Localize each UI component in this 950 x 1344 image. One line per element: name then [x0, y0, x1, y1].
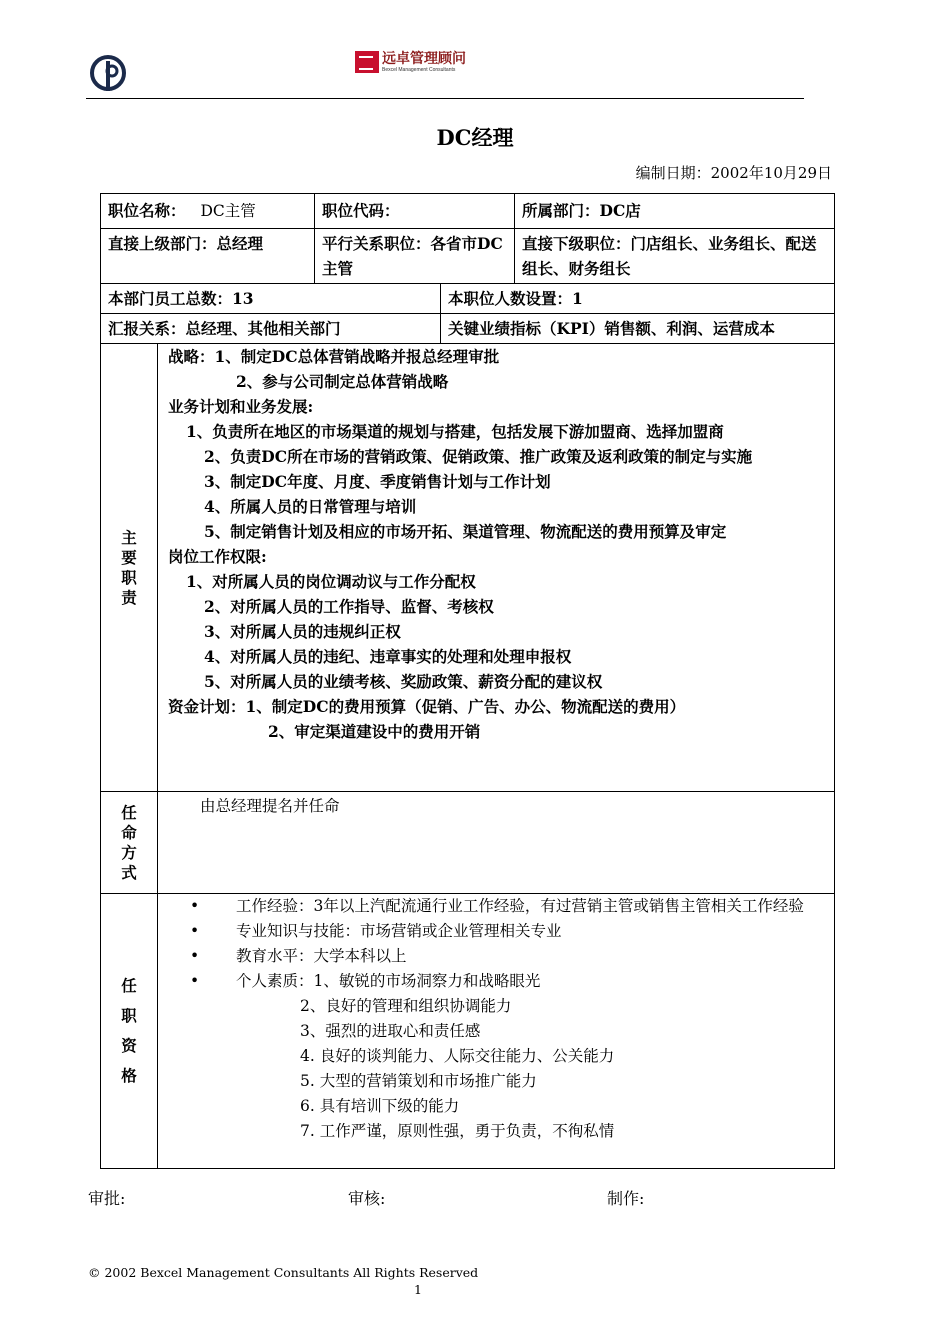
- superior-dept: 直接上级部门：总经理: [101, 229, 315, 284]
- page-number: 1: [414, 1282, 422, 1297]
- qualification-label: 任 职 资 格: [101, 894, 158, 1169]
- position-name-value: DC主管: [200, 202, 256, 220]
- qualification-content: [158, 894, 835, 1169]
- brand-name-en: Bexcel Management Consultants: [382, 66, 456, 73]
- duty-line: 战略：1、制定DC总体营销战略并报总经理审批: [168, 347, 500, 366]
- make-label: 制作:: [607, 1189, 645, 1208]
- position-name-label: 职位名称：: [108, 201, 186, 220]
- department-value: DC店: [599, 201, 641, 220]
- duty-line: 业务计划和业务发展:: [168, 397, 314, 416]
- duty-line: 1、对所属人员的岗位调动议与工作分配权: [186, 572, 476, 591]
- qualification-bullet: • 工作经验：3年以上汽配流通行业工作经验，有过营销主管或销售主管相关工作经验: [190, 897, 804, 915]
- duty-line: 5、制定销售计划及相应的市场开拓、渠道管理、物流配送的费用预算及审定: [204, 522, 727, 541]
- position-count: 本职位人数设置：1: [441, 284, 835, 314]
- duty-line: 资金计划：1、制定DC的费用预算（促销、广告、办公、物流配送的费用）: [168, 697, 686, 716]
- compile-date: 编制日期：2002年10月29日: [635, 164, 832, 182]
- brand-book-icon: [355, 51, 379, 73]
- duty-line: 2、负责DC所在市场的营销政策、促销政策、推广政策及返利政策的制定与实施: [204, 447, 753, 466]
- duties-label: 主 要 职 责: [101, 344, 158, 792]
- staff-count: 本部门员工总数：13: [101, 284, 441, 314]
- brand-logo: [355, 50, 466, 74]
- qualification-trait: 7. 工作严谨，原则性强，勇于负责，不徇私情: [300, 1122, 615, 1140]
- department-label: 所属部门：: [522, 201, 600, 220]
- header-divider: [86, 98, 804, 99]
- duty-line: 3、对所属人员的违规纠正权: [204, 622, 401, 641]
- duty-line: 2、对所属人员的工作指导、监督、考核权: [204, 597, 494, 616]
- qualification-bullet: • 专业知识与技能：市场营销或企业管理相关专业: [190, 922, 562, 940]
- document-title: DC经理: [436, 125, 514, 150]
- qualification-bullet: • 教育水平：大学本科以上: [190, 947, 407, 965]
- department-cell: [515, 194, 835, 229]
- job-description-table: [100, 193, 835, 1169]
- qualification-trait: 5. 大型的营销策划和市场推广能力: [300, 1072, 537, 1090]
- brand-name-cn: 远卓管理顾问: [382, 50, 466, 67]
- duty-line: 2、审定渠道建设中的费用开销: [268, 722, 481, 741]
- duty-line: 1、负责所在地区的市场渠道的规划与搭建，包括发展下游加盟商、选择加盟商: [186, 422, 724, 441]
- duty-line: 2、参与公司制定总体营销战略: [236, 372, 449, 391]
- subordinate-positions: 直接下级职位：门店组长、业务组长、配送组长、财务组长: [515, 229, 835, 284]
- review-label: 审核:: [348, 1189, 386, 1208]
- qualification-trait: 4. 良好的谈判能力、人际交往能力、公关能力: [300, 1047, 615, 1065]
- parallel-positions: 平行关系职位：各省市DC主管: [315, 229, 515, 284]
- copyright: © 2002 Bexcel Management Consultants All Rights Reserved: [88, 1265, 479, 1280]
- appointment-content: 由总经理提名并任命: [158, 792, 835, 894]
- appointment-label: 任 命 方 式: [101, 792, 158, 894]
- duty-line: 5、对所属人员的业绩考核、奖励政策、薪资分配的建议权: [204, 672, 603, 691]
- duty-line: 4、对所属人员的违纪、违章事实的处理和处理申报权: [204, 647, 572, 666]
- position-code-label: 职位代码：: [315, 194, 515, 229]
- qualification-bullet: • 个人素质：1、敏锐的市场洞察力和战略眼光: [190, 972, 541, 990]
- qualification-trait: 2、良好的管理和组织协调能力: [300, 997, 512, 1015]
- duty-line: 4、所属人员的日常管理与培训: [204, 497, 417, 516]
- duty-line: 3、制定DC年度、月度、季度销售计划与工作计划: [204, 472, 551, 491]
- report-relation: 汇报关系：总经理、其他相关部门: [101, 314, 441, 344]
- kpi: 关键业绩指标（KPI）销售额、利润、运营成本: [441, 314, 835, 344]
- company-logo-icon: [88, 53, 128, 93]
- duties-content: [158, 344, 835, 792]
- qualification-trait: 3、强烈的进取心和责任感: [300, 1022, 481, 1040]
- duty-line: 岗位工作权限:: [168, 547, 267, 566]
- position-name-cell: [101, 194, 315, 229]
- approve-label: 审批:: [88, 1189, 126, 1208]
- qualification-trait: 6. 具有培训下级的能力: [300, 1097, 460, 1115]
